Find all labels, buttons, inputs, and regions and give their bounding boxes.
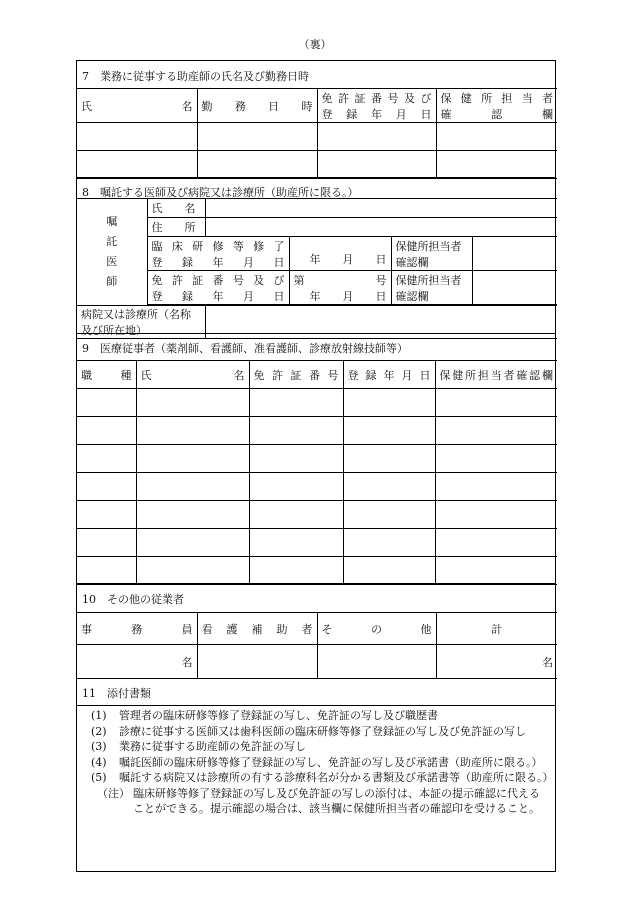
note-label: （注） [97,786,130,800]
header-name: 氏 名 [136,361,249,389]
section-9 [77,333,555,594]
input-check-b[interactable] [472,271,557,305]
input-cell[interactable] [343,529,435,557]
label-license-line1: 免許証番号及び [151,273,285,287]
input-cell[interactable] [343,473,435,501]
input-cell[interactable] [435,529,557,557]
input-total-count[interactable]: 名 [436,645,557,679]
note-text: 臨床研修等修了登録証の写し及び免許証の写しの添付は、本証の提示確認に代えることができる。提示確認の場合は、該当欄に保健所担当者の確認印を受けること。 [133,786,540,815]
input-physician-address[interactable] [205,218,557,237]
header-clerk: 事 務 員 [77,613,197,645]
input-cell[interactable] [436,123,557,151]
list-item [85,739,549,755]
header-check-line2: 確 認 欄 [440,107,553,121]
input-cell[interactable] [436,151,557,179]
item-number: (4) [91,755,107,769]
section-10-title: 10 その他の従業者 [82,593,184,606]
label-go: 号 [375,273,387,287]
section-10-table [77,612,557,679]
input-cell[interactable] [435,557,557,585]
v-char: 医 [106,255,118,268]
input-cell[interactable] [249,557,343,585]
section-8-table [77,198,557,339]
input-cell[interactable] [249,389,343,417]
input-cell[interactable] [77,529,136,557]
section-10 [77,583,555,680]
input-cell[interactable] [435,389,557,417]
section-9-table [77,360,557,585]
item-number: (1) [91,709,107,722]
input-cell[interactable] [435,501,557,529]
label-license [147,271,289,305]
item-number: (5) [91,771,107,784]
label-check-b: 保健所担当者確認欄 [391,271,472,305]
header-check-line1: 保健所担当者 [440,91,553,105]
input-cell[interactable] [249,529,343,557]
attachments-list [77,706,555,817]
input-cell[interactable] [343,501,435,529]
input-clerk-count[interactable]: 名 [77,645,197,679]
input-cell[interactable] [77,389,136,417]
input-cell[interactable] [197,151,317,179]
table-row [77,417,557,445]
input-aide-count[interactable] [197,645,317,679]
label-license-line2: 登 録 年 月 日 [151,289,285,303]
item-text: 嘱託医師の臨床研修等修了登録証の写し、免許証の写し及び承諾書（助産所に限る。） [119,755,543,769]
header-nursing-aide: 看護補助者 [197,613,317,645]
input-cell[interactable] [435,473,557,501]
label-hospital: 病院又は診療所（名称及び所在地） [77,306,205,339]
input-cell[interactable] [77,557,136,585]
table-row [77,389,557,417]
item-text: 業務に従事する助産師の免許証の写し [119,740,306,753]
table-row [77,123,557,151]
input-cell[interactable] [343,445,435,473]
list-item [85,770,554,786]
input-cell[interactable] [136,529,249,557]
label-name: 氏 名 [147,199,205,218]
label-training-line2: 登 録 年 月 日 [151,255,285,269]
input-cell[interactable] [136,445,249,473]
label-training [147,237,289,271]
header-registration-date: 登録年月日 [343,361,435,389]
section-7-title: 7 業務に従事する助産師の氏名及び勤務日時 [82,70,309,83]
header-other: そ の 他 [317,613,436,645]
table-row [77,557,557,585]
input-cell[interactable] [136,473,249,501]
section-7-table [77,88,557,179]
header-name: 氏 名 [77,89,197,123]
section-11-title: 11 添付書類 [77,679,555,706]
input-cell[interactable] [435,417,557,445]
table-row [77,529,557,557]
section-7 [77,61,555,195]
input-cell[interactable] [77,501,136,529]
label-address: 住 所 [147,218,205,237]
header-license-number: 免許証番号 [249,361,343,389]
list-item [85,708,549,724]
item-text: 嘱託する病院又は診療所の有する診療科名が分かる書類及び承諾書等（助産所に限る。） [119,771,554,784]
item-number: (2) [91,724,107,738]
input-cell[interactable] [317,123,436,151]
input-cell[interactable] [249,473,343,501]
input-cell[interactable] [77,417,136,445]
item-text: 診療に従事する医師又は歯科医師の臨床研修等修了登録証の写し及び免許証の写し [119,724,526,738]
input-check-a[interactable] [472,237,557,271]
input-cell[interactable] [77,123,197,151]
input-cell[interactable] [197,123,317,151]
header-occupation: 職 種 [77,361,136,389]
input-cell[interactable] [343,389,435,417]
input-cell[interactable] [136,557,249,585]
header-work-datetime: 勤 務 日 時 [197,89,317,123]
input-cell[interactable] [435,445,557,473]
input-cell[interactable] [136,501,249,529]
table-row [77,473,557,501]
form-back-page [76,60,556,872]
section-8-title: 8 嘱託する医師及び病院又は診療所（助産所に限る。） [82,186,359,199]
list-item [85,755,549,771]
input-cell[interactable] [343,557,435,585]
header-total: 計 [436,613,557,645]
label-license-date: 年 月 日 [309,289,387,303]
input-cell[interactable] [77,445,136,473]
item-number: (3) [91,740,107,753]
input-cell[interactable] [136,417,249,445]
label-training-line1: 臨床研修等修了 [151,239,285,253]
input-cell[interactable] [343,417,435,445]
label-dai: 第 [293,273,305,287]
input-cell[interactable] [249,417,343,445]
input-cell[interactable] [77,473,136,501]
header-license-line1: 免許証番号及び [321,91,432,105]
header-check [436,89,557,123]
section-9-title: 9 医療従事者（薬剤師、看護師、准看護師、診療放射線技師等） [82,342,408,355]
consulting-physician-label [77,199,147,306]
input-cell[interactable] [249,445,343,473]
header-license [317,89,436,123]
list-item [85,724,549,740]
table-row [77,151,557,179]
v-char: 嘱 [106,215,118,228]
input-other-count[interactable] [317,645,436,679]
table-row [77,445,557,473]
input-physician-name[interactable] [205,199,557,218]
section-11 [77,678,555,871]
input-cell[interactable] [136,389,249,417]
note [85,786,549,817]
input-cell[interactable] [249,501,343,529]
v-char: 師 [106,275,118,288]
page-side-label: （裏） [298,38,332,51]
item-text: 管理者の臨床研修等修了登録証の写し、免許証の写し及び職歴書 [119,709,438,722]
label-check-a: 保健所担当者確認欄 [391,237,472,271]
input-training-date[interactable]: 年 月 日 [289,237,391,271]
input-cell[interactable] [317,151,436,179]
v-char: 託 [106,235,118,248]
header-check: 保健所担当者確認欄 [435,361,557,389]
input-license[interactable] [289,271,391,305]
table-row [77,501,557,529]
header-license-line2: 登 録 年 月 日 [321,107,432,121]
input-cell[interactable] [77,151,197,179]
